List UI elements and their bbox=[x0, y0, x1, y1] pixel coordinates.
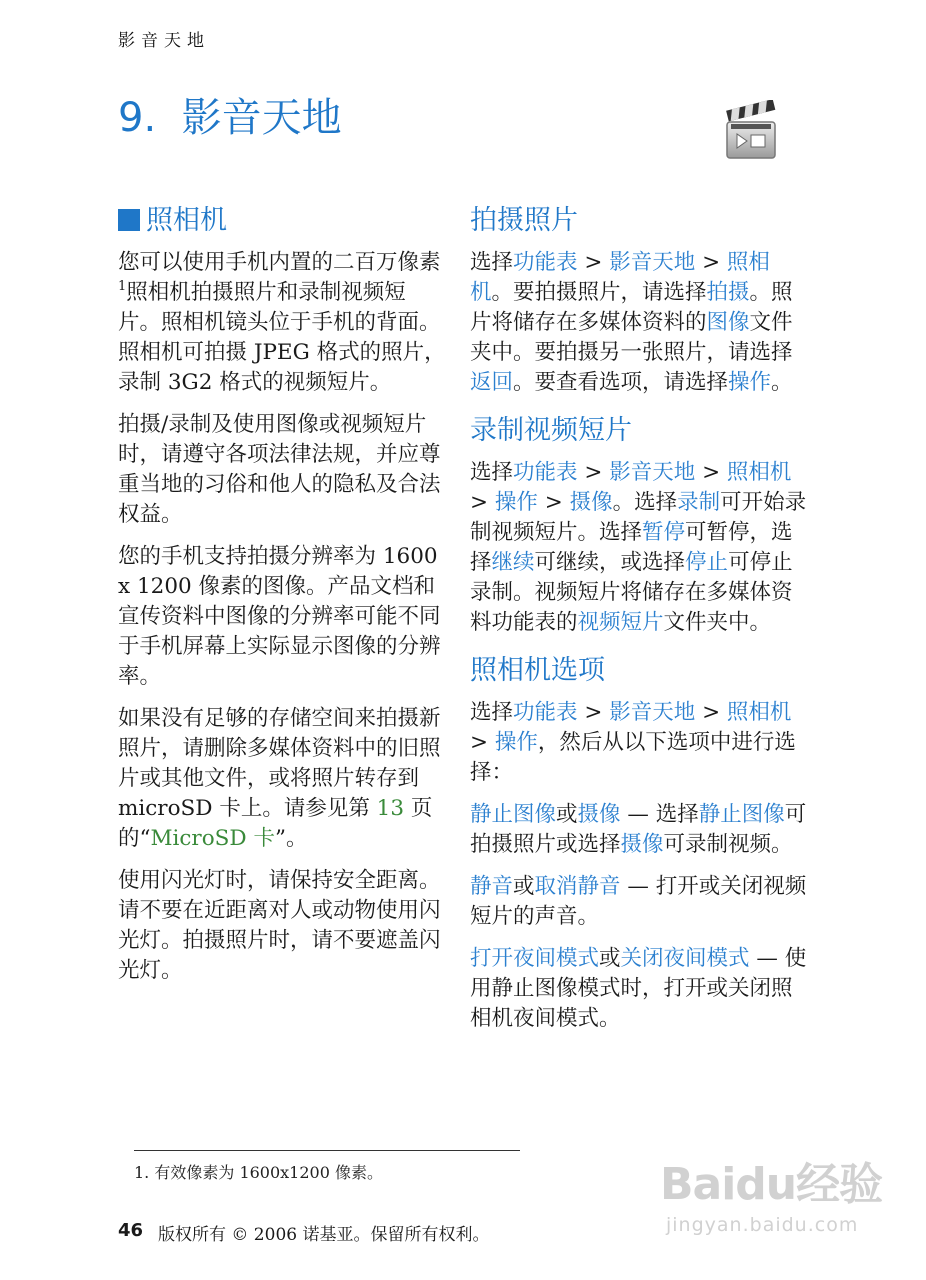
option-keyword: 取消静音 bbox=[534, 874, 621, 899]
watermark-url: jingyan.baidu.com bbox=[666, 1214, 859, 1236]
right-column bbox=[470, 200, 810, 1046]
chapter-number: 9. bbox=[118, 95, 157, 141]
menu-keyword: 照相机 bbox=[470, 250, 770, 305]
menu-keyword: 操作 bbox=[728, 370, 772, 395]
option-keyword: 关闭夜间模式 bbox=[620, 946, 750, 971]
baidu-watermark bbox=[660, 1148, 900, 1258]
section-heading-camera-options: 照相机选项 bbox=[470, 655, 605, 686]
menu-keyword: 影音天地 bbox=[609, 250, 696, 275]
menu-keyword: 暂停 bbox=[642, 520, 686, 545]
paragraph-law-notice: 拍摄/录制及使用图像或视频短片时，请遵守各项法律法规，并应尊重当地的习俗和他人的隐私及合法权益。 bbox=[118, 412, 441, 527]
chapter-title bbox=[118, 86, 342, 143]
menu-keyword: 拍摄 bbox=[706, 280, 750, 305]
footnote: 1. 有效像素为 1600x1200 像素。 bbox=[134, 1163, 383, 1182]
option-mute: 静音或取消静音 — 打开或关闭视频短片的声音。 bbox=[470, 874, 807, 929]
paragraph-take-photo: 选择功能表 > 影音天地 > 照相机。要拍摄照片，请选择拍摄。照片将储存在多媒体资料的图像文件夹中。要拍摄另一张照片，请选择返回。要查看选项，请选择操作。 bbox=[470, 250, 793, 395]
paragraph-record-video: 选择功能表 > 影音天地 > 照相机 > 操作 > 摄像。选择录制可开始录制视频短片。选择暂停可暂停，选择继续可继续，或选择停止可停止录制。视频短片将储存在多媒体资料功能表的视频短片文件夹中。 bbox=[470, 460, 807, 635]
square-bullet-icon bbox=[118, 209, 140, 231]
menu-keyword: 影音天地 bbox=[609, 460, 696, 485]
menu-keyword: 返回 bbox=[470, 370, 514, 395]
section-heading-take-photo: 拍摄照片 bbox=[470, 205, 578, 236]
option-keyword: 摄像 bbox=[577, 802, 621, 827]
menu-keyword: 录制 bbox=[677, 490, 721, 515]
chapter-title-text: 影音天地 bbox=[181, 95, 342, 141]
watermark-logo: Baidu经验 bbox=[660, 1159, 883, 1210]
paragraph-resolution: 您的手机支持拍摄分辨率为 1600 x 1200 像素的图像。产品文档和宣传资料中图像的分辨率可能不同于手机屏幕上实际显示图像的分辨率。 bbox=[118, 544, 441, 689]
option-keyword: 静止图像 bbox=[698, 802, 785, 827]
option-keyword: 静止图像 bbox=[470, 802, 557, 827]
section-heading-record-video: 录制视频短片 bbox=[470, 415, 632, 446]
paragraph-storage: 如果没有足够的存储空间来拍摄新照片，请删除多媒体资料中的旧照片或其他文件，或将照片转存到 microSD 卡上。请参见第 13 页的“MicroSD 卡”。 bbox=[118, 706, 441, 851]
footnote-ref[interactable]: 1 bbox=[118, 279, 127, 294]
clapperboard-icon bbox=[724, 100, 780, 162]
menu-keyword: 影音天地 bbox=[609, 700, 696, 725]
menu-keyword: 操作 bbox=[494, 730, 538, 755]
menu-keyword: 功能表 bbox=[513, 700, 578, 725]
menu-keyword: 照相机 bbox=[726, 700, 792, 725]
option-night-mode: 打开夜间模式或关闭夜间模式 — 使用静止图像模式时，打开或关闭照相机夜间模式。 bbox=[470, 946, 807, 1031]
menu-keyword: 操作 bbox=[494, 490, 538, 515]
option-still-or-video: 静止图像或摄像 — 选择静止图像可拍摄照片或选择摄像可录制视频。 bbox=[470, 802, 807, 857]
copyright-notice: 版权所有 © 2006 诺基亚。保留所有权利。 bbox=[158, 1225, 490, 1245]
page-number: 46 bbox=[118, 1220, 144, 1241]
paragraph-camera-options: 选择功能表 > 影音天地 > 照相机 > 操作，然后从以下选项中进行选择： bbox=[470, 700, 796, 785]
option-keyword: 静音 bbox=[470, 874, 514, 899]
page-link[interactable]: 13 bbox=[376, 796, 405, 821]
menu-keyword: 功能表 bbox=[513, 460, 578, 485]
footnote-divider bbox=[134, 1150, 520, 1151]
left-column bbox=[118, 200, 448, 998]
option-keyword: 打开夜间模式 bbox=[470, 946, 600, 971]
menu-keyword: 停止 bbox=[685, 550, 729, 575]
menu-keyword: 图像 bbox=[706, 310, 750, 335]
menu-keyword: 摄像 bbox=[569, 490, 613, 515]
microsd-xref-link[interactable]: MicroSD 卡 bbox=[150, 826, 275, 851]
menu-keyword: 功能表 bbox=[513, 250, 578, 275]
section-heading-camera: 照相机 bbox=[118, 200, 448, 242]
option-keyword: 摄像 bbox=[620, 832, 664, 857]
menu-keyword: 继续 bbox=[491, 550, 535, 575]
menu-keyword: 照相机 bbox=[726, 460, 792, 485]
running-header: 影音天地 bbox=[118, 31, 210, 51]
paragraph-camera-intro: 您可以使用手机内置的二百万像素$^1$照相机拍摄照片和录制视频短片。照相机镜头位于手机的背面。照相机可拍摄 JPEG 格式的照片，录制 3G2 格式的视频短片。 bbox=[118, 250, 446, 395]
menu-keyword: 视频短片 bbox=[577, 610, 664, 635]
paragraph-flash-safety: 使用闪光灯时，请保持安全距离。请不要在近距离对人或动物使用闪光灯。拍摄照片时，请不要遮盖闪光灯。 bbox=[118, 868, 441, 983]
